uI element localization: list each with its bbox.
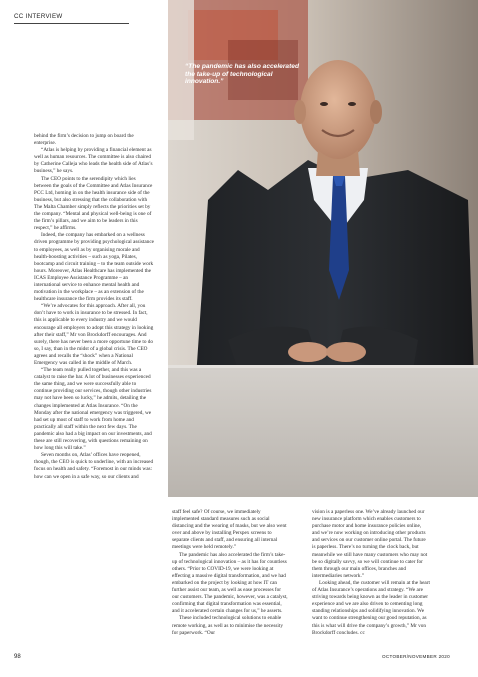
paragraph: The CEO points to the serendipity which lies between the goals of the Committee and Atlas Insurance PCC Ltd, homing in on the health insurance side of the business, but also stressing that the collaboration with The Malta Chamber simply reflects the priorities set by the company. “Mental and physical well-being is one of the firm’s pillars, and we aim to be leaders in this respect,” he affirms. — [34, 175, 153, 232]
paragraph: “We’re advocates for this approach. After all, you don’t have to work in insurance to be stressed. In fact, this is applicable to every industry and we would encourage all employers to adopt this strategy in looking after their staff,” Mr von Brockdorff encourages. And surely, there has never been a more opportune time to do so, I say, than in the midst of a global crisis. The CEO agrees and recalls the “shock” when a National Emergency was called in the middle of March. — [34, 303, 154, 366]
paragraph: Seven months on, Atlas’ offices have reopened, though, the CEO is quick to underline, with an increased focus on health and safety. “Foremost in our minds was: how can we open in a safe way, so our clients and — [34, 452, 154, 480]
paragraph: “Atlas is helping by providing a financial element as well as human resources. The committee is also chaired by Catherine Calleja who leads the health side of Atlas’s business,” he says. — [34, 147, 153, 175]
paragraph: vision is a paperless one. We’ve already launched our new insurance platform which enables customers to purchase motor and home insurance policies online, and we’re now working on introducing other products and services on our customer online portal. The future is paperless. There’s no turning the clock back, but meanwhile we still have many customers who may not be so digitally savvy, so we will continue to cater for them through our main offices, branches and intermediaries network.” — [312, 509, 428, 579]
pull-quote: “The pandemic has also accelerated the take-up of technological innovation.” — [185, 63, 299, 86]
section-label: CC INTERVIEW — [14, 13, 63, 20]
section-rule — [14, 23, 129, 24]
paragraph: The pandemic has also accelerated the firm’s take-up of technological innovation – as it has for countless others. “Prior to COVID-19, we were looking at effecting a massive digital transformation, and we had embarked on the project by looking at how IT can further assist our team, as well as ease processes for our customers. The pandemic, however, was a catalyst, confirming that digital transformation was essential, and it accelerated certain changes for us,” he asserts. — [172, 551, 288, 615]
page-number: 98 — [14, 654, 21, 660]
paragraph: Looking ahead, the customer will remain at the heart of Atlas Insurance’s operations and strategy. “We are striving towards being known as the leader in customer experience and we are also driven to cementing long standing relationships and solidifying innovation. We want to continue strengthening our good reputation, as this is what will drive the company’s growth,” Mr von Brockdorff concludes. cc — [312, 579, 430, 636]
article-column-2 — [172, 509, 288, 637]
paragraph: behind the firm’s decision to jump on board the enterprise. — [34, 133, 134, 147]
paragraph: Indeed, the company has embarked on a wellness driven programme by providing psychological assistance to employees, as well as by organising morale and health-boosting activities – such as yoga, Pilates, bootcamp and circuit training – to the team outside work hours. Moreover, Atlas Healthcare has implemented the ICAS Employee Assistance Programme – an international service to enhance mental health and motivation in the workplace – as an extension of the healthcare insurance the firm provides its staff. — [34, 232, 154, 303]
issue-date: OCTOBER/NOVEMBER 2020 — [382, 654, 450, 659]
paragraph: staff feel safe? Of course, we immediately implemented standard measures such as social distancing and the wearing of masks, but we also went over and above by installing Perspex screens to separate clients and staff, and ensuring all internal meetings were held remotely.” — [172, 509, 287, 551]
paragraph: “The team really pulled together, and this was a catalyst to raise the bar. A lot of businesses experienced the same thing, and we were successfully able to continue providing our services, though other industries may not have been so lucky,” he admits, detailing the changes implemented at Atlas Insurance. “On the Monday after the national emergency was triggered, we had set up most of staff to work from home and practically all staff within the next few days. The pandemic also had a big impact on our investments, and these are still recovering, with questions remaining on how long this will take.” — [34, 367, 152, 452]
paragraph: These included technological solutions to enable remote working, as well as to minimise the necessity for paperwork. “Our — [172, 615, 283, 636]
article-column-1 — [34, 133, 154, 481]
article-column-3 — [312, 509, 430, 637]
